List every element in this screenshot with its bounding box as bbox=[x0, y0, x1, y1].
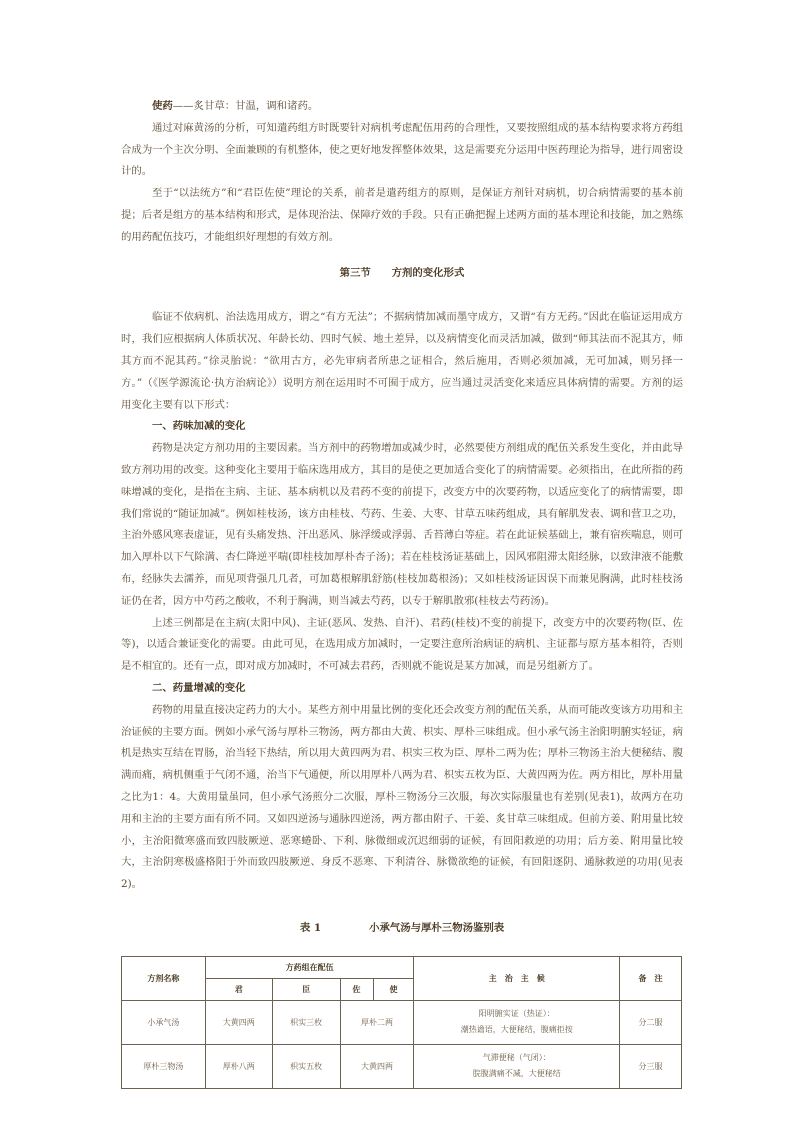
paragraph: 至于“以法统方”和“君臣佐使”理论的关系，前者是遣药组方的原则，是保证方剂针对病机，切合病情需要的基本前提；后者是组方的基本结构和形式，是体现治法、保障疗效的手段。只有正确把握上述两方面的基本理论和技能，加之熟练的用药配伍技巧，才能组织好理想的有效方剂。 bbox=[121, 187, 683, 243]
cell-note: 分二服 bbox=[620, 1000, 682, 1044]
cell-jun: 厚朴八两 bbox=[205, 1044, 272, 1088]
document-body bbox=[121, 0, 683, 1109]
header-note: 备 注 bbox=[620, 956, 682, 1000]
cell-chen: 枳实三枚 bbox=[272, 1000, 340, 1044]
table-row bbox=[122, 1044, 682, 1088]
subsection-title: 一、药味加减的变化 bbox=[152, 420, 246, 433]
cell-name: 厚朴三物汤 bbox=[122, 1044, 206, 1088]
header-indication: 主 治 主 候 bbox=[414, 956, 620, 1000]
paragraph: 药物的用量直接决定药力的大小。某些方剂中用量比例的变化还会改变方剂的配伍关系，从而可能改变该方功用和主治证候的主要方面。例如小承气汤与厚朴三物汤，两方都由大黄、枳实、厚朴三味组成。但小承气汤主治阳明腑实轻证，病机是热实互结在胃肠，治当轻下热结，所以用大黄四两为君、枳实三枚为臣、厚朴二两为佐；厚朴三物汤主治大便秘结、腹满而痛，病机侧重于气闭不通，治当下气通便，所以用厚朴八两为君、枳实五枚为臣、大黄四两为佐。两方相比，厚朴用量之比为1：4。大黄用量虽同，但小承气汤煎分二次服，厚朴三物汤分三次服，每次实际服量也有差别(见表1)，故两方在功用和主治的主要方面有所不同。又如四逆汤与通脉四逆汤，两方都由附子、干姜、炙甘草三味组成。但前方姜、附用量比较小，主治阳微寒盛而致四肢厥逆、恶寒蜷卧、下利、脉微细或沉迟细弱的证候，有回阳救逆的功用；后方姜、附用量比较大，主治阴寒极盛格阳于外而致四肢厥逆、身反不恶寒、下利清谷、脉微欲绝的证候，有回阳逐阴、通脉救逆的功用(见表2)。 bbox=[121, 703, 683, 891]
cell-chen: 枳实五枚 bbox=[272, 1044, 340, 1088]
table-header-row bbox=[122, 956, 682, 978]
header-name: 方剂名称 bbox=[122, 956, 206, 1000]
cell-indication: 阳明腑实证（热证）： 潮热谵语，大便秘结，腹痛拒按 bbox=[414, 1000, 620, 1044]
cell-name: 小承气汤 bbox=[122, 1000, 206, 1044]
cell-jun: 大黄四两 bbox=[205, 1000, 272, 1044]
cell-indication: 气滞便秘（气闭）： 脘腹满痛不减，大便秘结 bbox=[414, 1044, 620, 1088]
cell-note: 分三服 bbox=[620, 1044, 682, 1088]
header-zuo: 佐 bbox=[340, 978, 373, 1000]
table-row bbox=[122, 1000, 682, 1044]
section-title: 第三节 方剂的变化形式 bbox=[339, 266, 465, 279]
header-chen: 臣 bbox=[272, 978, 340, 1000]
cell-zuoshi: 厚朴二两 bbox=[340, 1000, 414, 1044]
paragraph: 通过对麻黄汤的分析，可知遣药组方时既要针对病机考虑配伍用药的合理性，又要按照组成的基本结构要求将方药组合成为一个主次分明、全面兼顾的有机整体，使之更好地发挥整体效果，这是需要充分运用中医药理论为指导，进行周密设计的。 bbox=[121, 121, 683, 178]
header-group: 方药组在配伍 bbox=[205, 956, 414, 978]
header-jun: 君 bbox=[205, 978, 272, 1000]
header-shi: 使 bbox=[373, 978, 414, 1000]
paragraph: 上述三例都是在主病(太阳中风)、主证(恶风、发热、自汗)、君药(桂枝)不变的前提下，改变方中的次要药物(臣、佐等)，以适合兼证变化的需要。由此可见，在选用成方加减时，一定要注意所治病证的病机、主证都与原方基本相符，否则是不相宜的。还有一点，即对成方加减时，不可减去君药，否则就不能说是某方加减，而是另组新方了。 bbox=[121, 616, 683, 673]
paragraph: 使药——炙甘草：甘温，调和诸药。 bbox=[152, 100, 319, 112]
comparison-table bbox=[121, 956, 682, 1089]
paragraph: 临证不依病机、治法选用成方，谓之“有方无法”；不据病情加减而墨守成方，又谓“有方无药。”因此在临证运用成方时，我们应根据病人体质状况、年龄长幼、四时气候、地土差异，以及病情变化而灵活加减，做到“师其法而不泥其方，师其方而不泥其药。”徐灵胎说：“欲用古方，必先审病者所患之证相合，然后施用，否则必须加减，无可加减，则另择一方。”（《医学源流论·执方治病论》）说明方剂在运用时不可囿于成方，应当通过灵活变化来适应具体病情的需要。方剂的运用变化主要有以下形式： bbox=[121, 311, 683, 411]
paragraph: 药物是决定方剂功用的主要因素。当方剂中的药物增加或减少时，必然要使方剂组成的配伍关系发生变化，并由此导致方剂功用的改变。这种变化主要用于临床选用成方，其目的是使之更加适合变化了的病情需要。必须指出，在此所指的药味增减的变化，是指在主病、主证、基本病机以及君药不变的前提下，改变方中的次要药物，以适应变化了的病情需要，即我们常说的“随证加减”。例如桂枝汤，该方由桂枝、芍药、生姜、大枣、甘草五味药组成，具有解肌发表、调和营卫之功，主治外感风寒表虚证，见有头痛发热、汗出恶风、脉浮缓或浮弱、舌苔薄白等症。若在此证候基础上，兼有宿疾喘息，则可加入厚朴以下气除满、杏仁降逆平喘(即桂枝加厚朴杏子汤)；若在桂枝汤证基础上，因风邪阻滞太阳经脉，以致津液不能敷布，经脉失去濡养，而见项背强几几者，可加葛根解肌舒筋(桂枝加葛根汤)；又如桂枝汤证因误下而兼见胸满，此时桂枝汤证仍在者，因方中芍药之酸收，不利于胸满，则当减去芍药，以专于解肌散邪(桂枝去芍药汤)。 bbox=[121, 442, 683, 607]
cell-zuoshi: 大黄四两 bbox=[340, 1044, 414, 1088]
table-caption: 表 1 小承气汤与厚朴三物汤鉴别表 bbox=[299, 921, 505, 934]
subsection-title: 二、药量增减的变化 bbox=[152, 681, 246, 694]
paragraph-lead: 使药 bbox=[152, 100, 173, 112]
